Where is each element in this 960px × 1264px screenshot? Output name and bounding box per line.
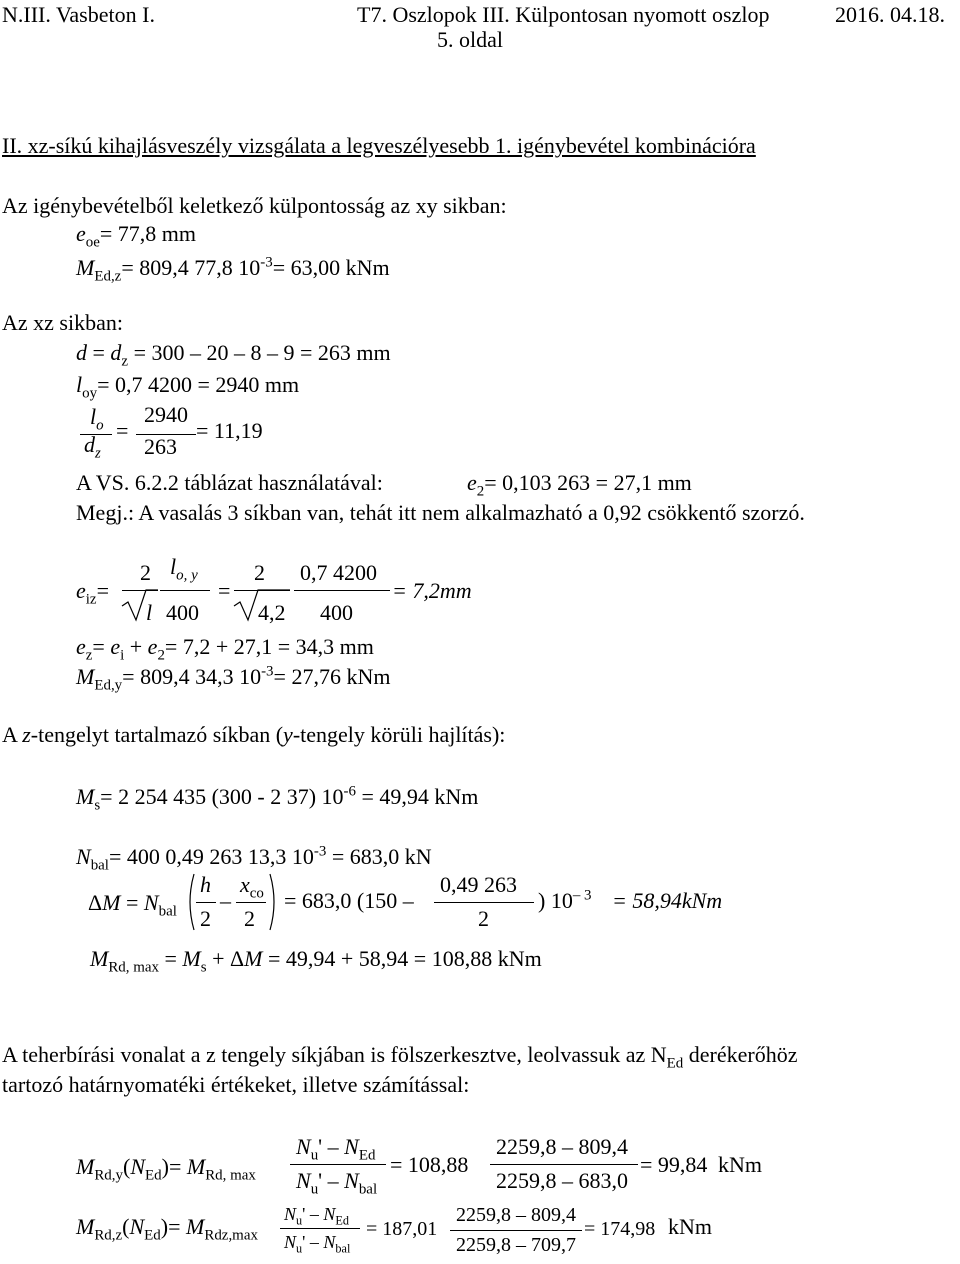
megj-line: Megj.: A vasalás 3 síkban van, tehát itt nem alkalmazható a 0,92 csökkentő szorzó. — [76, 500, 805, 525]
header-page: 5. oldal — [437, 27, 503, 52]
dm-h: h — [200, 872, 211, 897]
mrdz-label: $M_{Rd,z}(N_{Ed})= M_{Rdz,max}$ — [76, 1214, 258, 1244]
mrdy-frac-den: $N_u' - N_{bal}$ — [296, 1168, 378, 1198]
table-line: A VS. 6.2.2 táblázat használatával: — [76, 470, 383, 495]
dm-den-1: 2 — [200, 906, 211, 931]
eiz-frac-line-3 — [234, 590, 290, 591]
mrdy-frac-line — [290, 1164, 386, 1165]
mrd-line: $M_{Rd, max} = M_s + \Delta M = 49,94 + 58,94 = 108,88$ kNm — [90, 946, 542, 976]
mrdz-result: = 174,98 — [584, 1218, 656, 1240]
dm-frac-line-3 — [434, 902, 534, 903]
eiz-two: 2 — [140, 560, 151, 585]
dm-paren-left — [184, 872, 196, 932]
mrdy-line — [490, 1164, 638, 1165]
mrdy-result: = 99,84 — [640, 1152, 708, 1177]
dm-paren-right — [268, 872, 280, 932]
eoe-line: $e_{oe}= 77,8$ mm — [76, 221, 197, 251]
eq-sign-1: = — [116, 418, 129, 443]
mrdy-den: 2259,8 – 683,0 — [496, 1168, 628, 1193]
d-line: $d = d_z = 300 - 20 - 8 - 9 = 263$ mm — [76, 340, 391, 370]
mrdz-mid: = 187,01 — [366, 1218, 438, 1240]
intro-xz: Az xz sikban: — [2, 310, 123, 335]
dm-mid: = 683,0 (150 – — [284, 888, 414, 913]
dm-frac-line-2 — [236, 902, 266, 903]
mrdz-frac-line — [280, 1228, 360, 1229]
dm-num: 0,49 263 — [440, 872, 517, 897]
dm-result: = 58,94kNm — [612, 888, 723, 913]
dm-den2: 2 — [478, 906, 489, 931]
ms-line: $M_s= 2$ 254 435 (300 - 2 37) $10^{-6} = 49,94$ kNm — [76, 783, 479, 814]
header-center: T7. Oszlopok III. Külpontosan nyomott oszlop — [357, 2, 770, 27]
eiz-ld: 4,2 — [258, 600, 286, 625]
e2-line: $e_2= 0,103$ 263 = 27,1 mm — [467, 470, 692, 500]
z-axis-line: A z-tengelyt tartalmazó síkban (y-tengely körüli hajlítás): — [2, 722, 506, 747]
mrdz-unit: kNm — [668, 1214, 712, 1239]
header-date: 2016. 04.18. — [835, 2, 945, 27]
header-left: N.III. Vasbeton I. — [2, 2, 155, 27]
eiz-label: $e_{iz}=$ — [76, 578, 109, 608]
teher-line-1: A teherbírási vonalat a z tengely síkjában is fölszerkesztve, leolvassuk az $N_{Ed}$ derékerőhöz — [2, 1042, 798, 1072]
dm-frac-line-1 — [196, 902, 216, 903]
lo-frac-den: 263 — [144, 434, 177, 459]
section-title: II. xz-síkú kihajlásveszély vizsgálata a legveszélyesebb 1. igénybevétel kombinációra — [2, 133, 756, 158]
dm-minus: – — [220, 888, 231, 913]
eiz-frac-line-1 — [122, 590, 158, 591]
dm-xco: $x_{co}$ — [240, 872, 264, 902]
eiz-sqrt-1 — [120, 588, 160, 624]
eiz-frac-line-2 — [160, 590, 210, 591]
eiz-frac-line-4 — [294, 590, 390, 591]
dm-tail: ) $10^{- 3}$ — [538, 887, 592, 913]
mrdz-num: 2259,8 – 809,4 — [456, 1204, 576, 1226]
mrdz-line — [450, 1230, 582, 1231]
teher-line-2: tartozó határnyomatéki értékeket, illetve számítással: — [2, 1072, 470, 1097]
lo-frac-result: = 11,19 — [196, 418, 263, 443]
med-y-line: $M_{Ed,y}= 809,4$ 34,3 $10^{-3}= 27,76$ kNm — [76, 663, 391, 694]
eiz-den: 400 — [166, 600, 199, 625]
ez-line: $e_z= e_i + e_2= 7,2 + 27,1 = 34,3$ mm — [76, 634, 374, 664]
med-z-line: $M_{Ed,z}= 809,4$ 77,8 $10^{-3}= 63,00$ kNm — [76, 254, 390, 285]
mrdy-mid: = 108,88 — [390, 1152, 469, 1177]
nbal-line: $N_{bal}= 400$ 0,49 263 13,3 $10^{-3} = 683,0$ kN — [76, 843, 432, 874]
mrdy-num: 2259,8 – 809,4 — [496, 1134, 628, 1159]
dm-den-2: 2 — [244, 906, 255, 931]
mrdz-frac-num: $N_u' - N_{Ed}$ — [284, 1204, 349, 1228]
mrdz-den: 2259,8 – 709,7 — [456, 1234, 576, 1256]
mrdy-frac-num: $N_u' - N_{Ed}$ — [296, 1134, 376, 1164]
loy-line: $l_{oy}= 0,7$ 4200 = 2940 mm — [76, 372, 300, 402]
eiz-lo: $l_{o, y}$ — [170, 554, 198, 584]
eiz-den2: 400 — [320, 600, 353, 625]
dz-symbol: $d_z$ — [84, 432, 101, 462]
eiz-two2: 2 — [254, 560, 265, 585]
dm-label: $\Delta M = N_{bal}$ — [88, 890, 177, 920]
eiz-num2: 0,7 4200 — [300, 560, 377, 585]
lo-frac-num: 2940 — [144, 402, 188, 427]
eiz-result: = 7,2mm — [392, 578, 472, 603]
lo-symbol: $l_o$ — [90, 404, 104, 434]
mrdz-frac-den: $N_u' - N_{bal}$ — [284, 1232, 351, 1256]
eq-sign-2: = — [218, 578, 231, 603]
mrdy-unit: kNm — [718, 1152, 762, 1177]
mrdy-label: $M_{Rd,y}(N_{Ed})= M_{Rd, max}$ — [76, 1154, 256, 1184]
intro-xy: Az igénybevételből keletkező külpontosság az xy sikban: — [2, 193, 507, 218]
eiz-l: l — [146, 600, 153, 625]
